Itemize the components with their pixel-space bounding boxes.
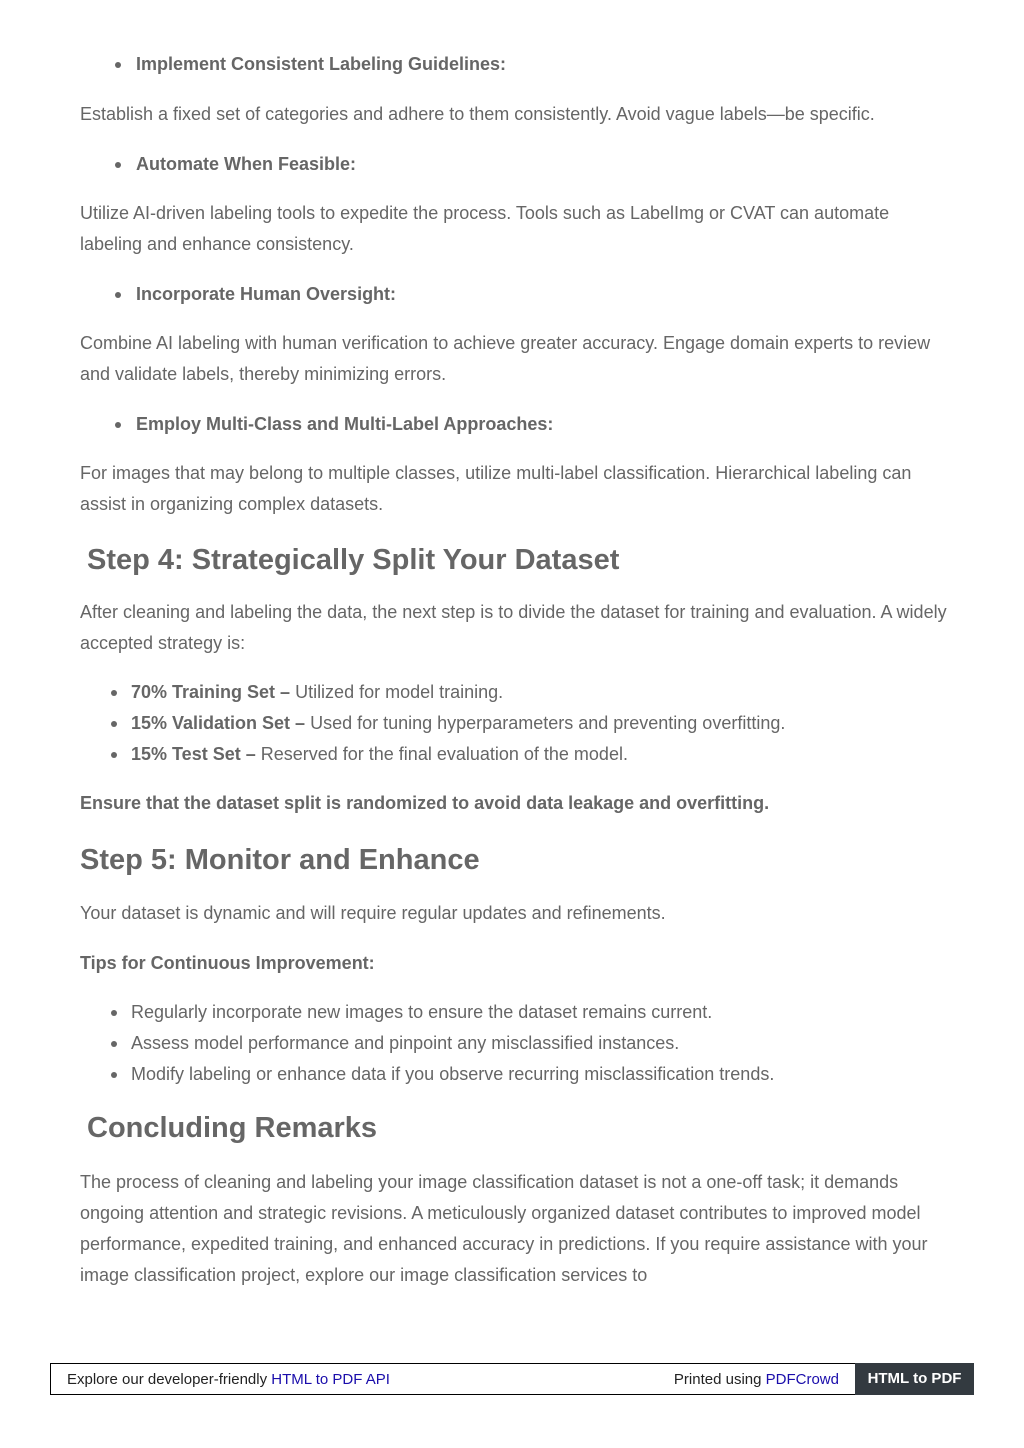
tip-body: Combine AI labeling with human verification to achieve greater accuracy. Engage domain experts to review and validate labels, thereby minimizing errors. [80,333,931,384]
tip-heading: Incorporate Human Oversight: [80,279,948,310]
split-item [80,677,948,708]
step5-intro: Your dataset is dynamic and will require regular updates and refinements. [80,903,666,923]
split-label: 15% Validation Set – [131,713,306,733]
footer-right [674,1371,839,1388]
improvement-item: Assess model performance and pinpoint any misclassified instances. [80,1028,948,1059]
improvement-item: Regularly incorporate new images to ensure the dataset remains current. [80,997,948,1028]
pdf-footer-bar [50,1363,974,1395]
tip-body: Establish a fixed set of categories and adhere to them consistently. Avoid vague labels—be specific. [80,104,875,124]
conclusion-body: The process of cleaning and labeling your image classification dataset is not a one-off task; it demands ongoing attention and strategic revisions. A meticulously organized dataset contributes to improved model performance, expedited training, and enhanced accuracy in predictions. If you require assistance with your image classification project, explore our image classification services to [80,1172,928,1285]
tip-heading: Employ Multi-Class and Multi-Label Approaches: [80,409,948,440]
improvement-list [80,997,948,1090]
tip-heading-list [80,49,948,80]
tip-heading: Implement Consistent Labeling Guidelines: [80,49,948,80]
split-list [80,677,948,770]
step5-tips-label: Tips for Continuous Improvement: [80,953,375,973]
html-to-pdf-badge[interactable]: HTML to PDF [855,1363,974,1395]
split-text: Used for tuning hyperparameters and preventing overfitting. [305,713,786,733]
footer-left [67,1371,390,1388]
split-note: Ensure that the dataset split is randomized to avoid data leakage and overfitting. [80,793,770,813]
split-text: Utilized for model training. [290,682,504,702]
step4-heading: Step 4: Strategically Split Your Dataset [87,544,620,576]
split-item [80,739,948,770]
footer-left-text: Explore our developer-friendly [67,1371,272,1388]
step5-heading: Step 5: Monitor and Enhance [80,844,480,876]
tip-heading-list [80,409,948,440]
footer-right-text: Printed using [673,1371,766,1388]
improvement-item: Modify labeling or enhance data if you observe recurring misclassification trends. [80,1059,948,1090]
split-label: 15% Test Set – [131,744,256,764]
tip-heading-list [80,279,948,310]
pdfcrowd-link[interactable]: PDFCrowd [765,1371,839,1388]
tip-body: For images that may belong to multiple classes, utilize multi-label classification. Hierarchical labeling can assist in organizing complex datasets. [80,463,912,514]
split-item [80,708,948,739]
split-text: Reserved for the final evaluation of the model. [255,744,628,764]
tip-heading-list [80,149,948,180]
html-to-pdf-api-link[interactable]: HTML to PDF API [271,1371,390,1388]
tip-heading: Automate When Feasible: [80,149,948,180]
tip-body: Utilize AI-driven labeling tools to expedite the process. Tools such as LabelImg or CVAT can automate labeling and enhance consistency. [80,203,890,254]
conclusion-heading: Concluding Remarks [87,1112,378,1144]
split-label: 70% Training Set – [131,682,291,702]
step4-intro: After cleaning and labeling the data, the next step is to divide the dataset for training and evaluation. A widely accepted strategy is: [80,602,947,653]
